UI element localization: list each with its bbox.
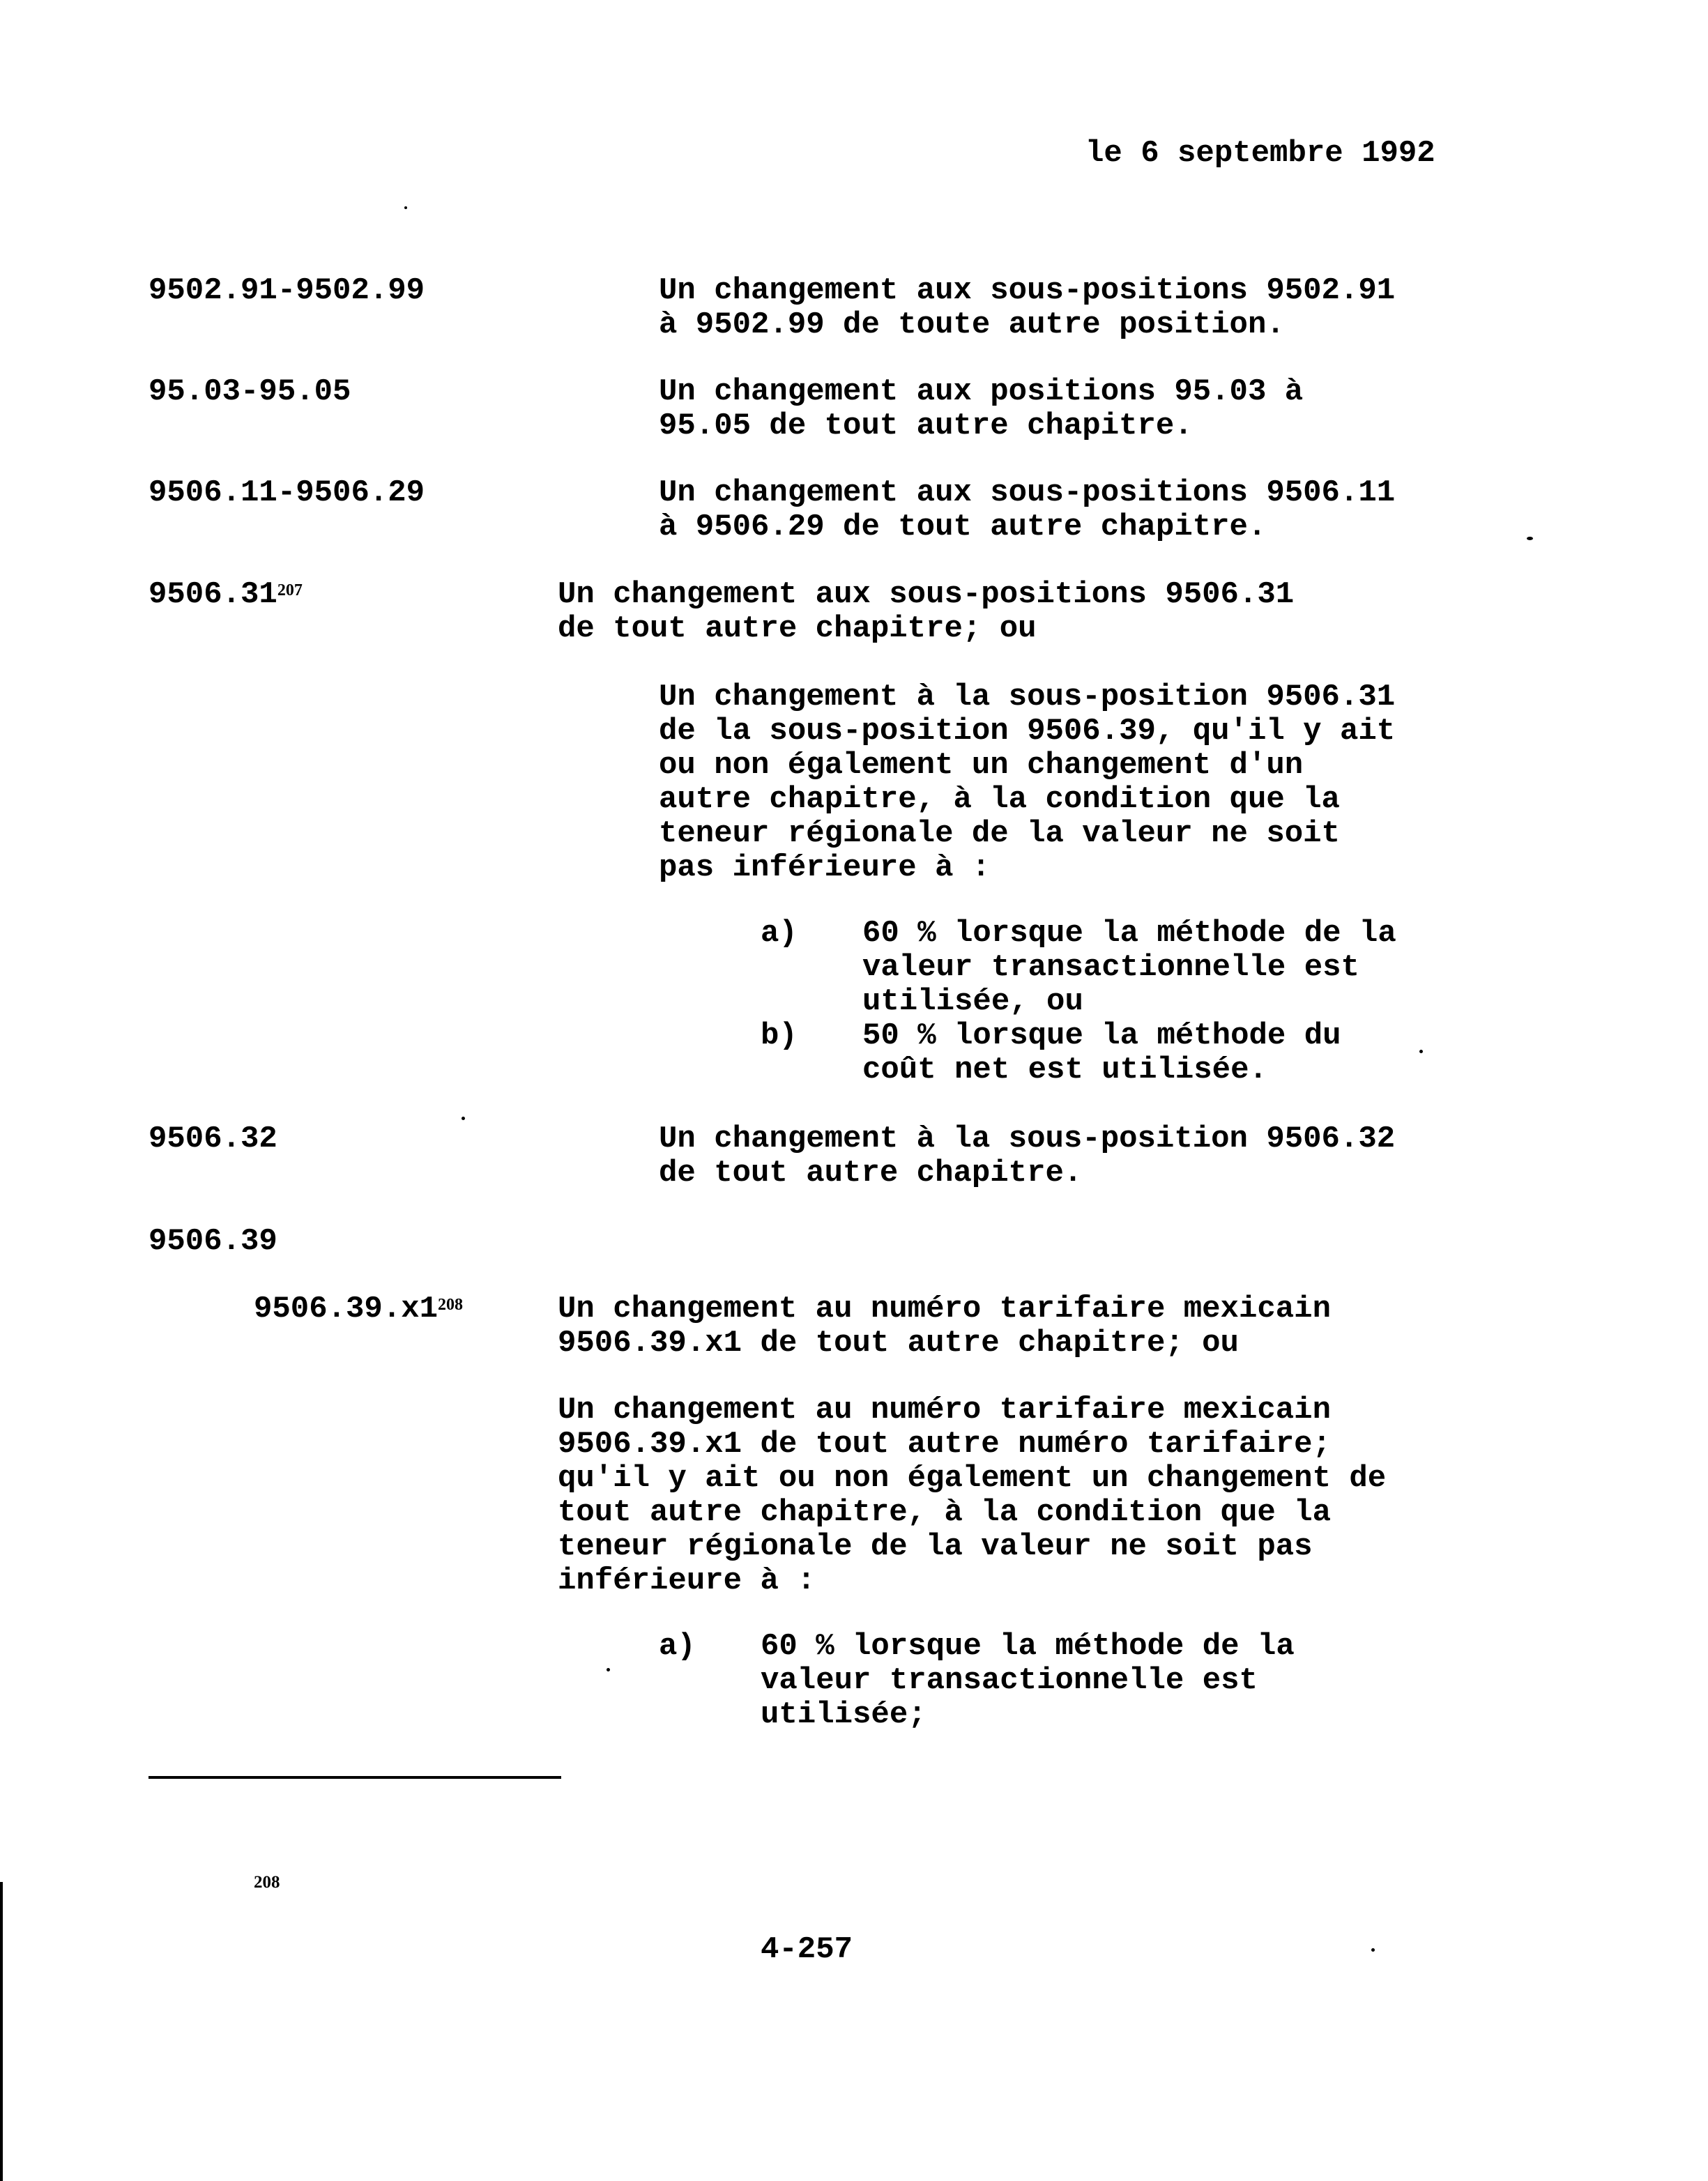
rule-text: Un changement aux sous-positions 9502.91 à 9502.99 de toute autre position.: [659, 273, 1396, 342]
footnote-ref: 208: [438, 1296, 464, 1314]
condition-label: a): [761, 916, 798, 951]
tariff-code: 9506.11-9506.29: [148, 475, 425, 510]
tariff-code: 9506.31: [148, 577, 277, 612]
condition-label: a): [659, 1629, 696, 1664]
rule-alt-text: Un changement au numéro tarifaire mexicain 9506.39.x1 de tout autre numéro tarifaire; qu'il y ait ou non également un changement de tout autre chapitre, à la condition que la teneur régionale de la valeur ne soit pas inférieure à :: [558, 1393, 1387, 1598]
scan-speck: [1419, 1050, 1423, 1053]
footnote-separator: [148, 1776, 561, 1779]
condition-text: 60 % lorsque la méthode de la valeur transactionnelle est utilisée;: [761, 1629, 1295, 1732]
condition-label: b): [761, 1018, 798, 1053]
scan-edge-mark: [0, 1882, 3, 2181]
tariff-code: 95.03-95.05: [148, 374, 351, 409]
scan-speck: [462, 1117, 465, 1120]
rule-text: Un changement aux sous-positions 9506.31 de tout autre chapitre; ou: [558, 577, 1295, 646]
tariff-code: 9506.32: [148, 1122, 277, 1156]
page-number: 4-257: [761, 1932, 853, 1967]
rule-text: Un changement au numéro tarifaire mexicain 9506.39.x1 de tout autre chapitre; ou: [558, 1292, 1331, 1361]
tariff-code-with-footnote: [148, 578, 303, 612]
rule-text: Un changement aux positions 95.03 à 95.05 de tout autre chapitre.: [659, 374, 1304, 443]
tariff-code: 9506.39.x1: [254, 1292, 439, 1326]
condition-text: 60 % lorsque la méthode de la valeur transactionnelle est utilisée, ou: [862, 916, 1396, 1019]
scan-speck: [1527, 537, 1533, 540]
condition-text: 50 % lorsque la méthode du coût net est utilisée.: [862, 1018, 1341, 1087]
header-date: le 6 septembre 1992: [1085, 136, 1435, 171]
tariff-code: 9506.39: [148, 1224, 277, 1259]
scan-speck: [607, 1668, 610, 1671]
scan-speck: [404, 206, 407, 209]
tariff-code-with-footnote: [254, 1292, 463, 1326]
scan-speck: [1371, 1948, 1375, 1952]
footnote-ref: 207: [277, 581, 303, 599]
footnote-number: 208: [254, 1873, 280, 1892]
rule-alt-text: Un changement à la sous-position 9506.31 de la sous-position 9506.39, qu'il y ait ou non également un changement d'un autre chapitre, à la condition que la teneur régionale de la valeur ne soit pas inférieure à :: [659, 680, 1396, 885]
rule-text: Un changement aux sous-positions 9506.11 à 9506.29 de tout autre chapitre.: [659, 475, 1396, 544]
rule-text: Un changement à la sous-position 9506.32 de tout autre chapitre.: [659, 1122, 1396, 1191]
tariff-code: 9502.91-9502.99: [148, 273, 425, 308]
